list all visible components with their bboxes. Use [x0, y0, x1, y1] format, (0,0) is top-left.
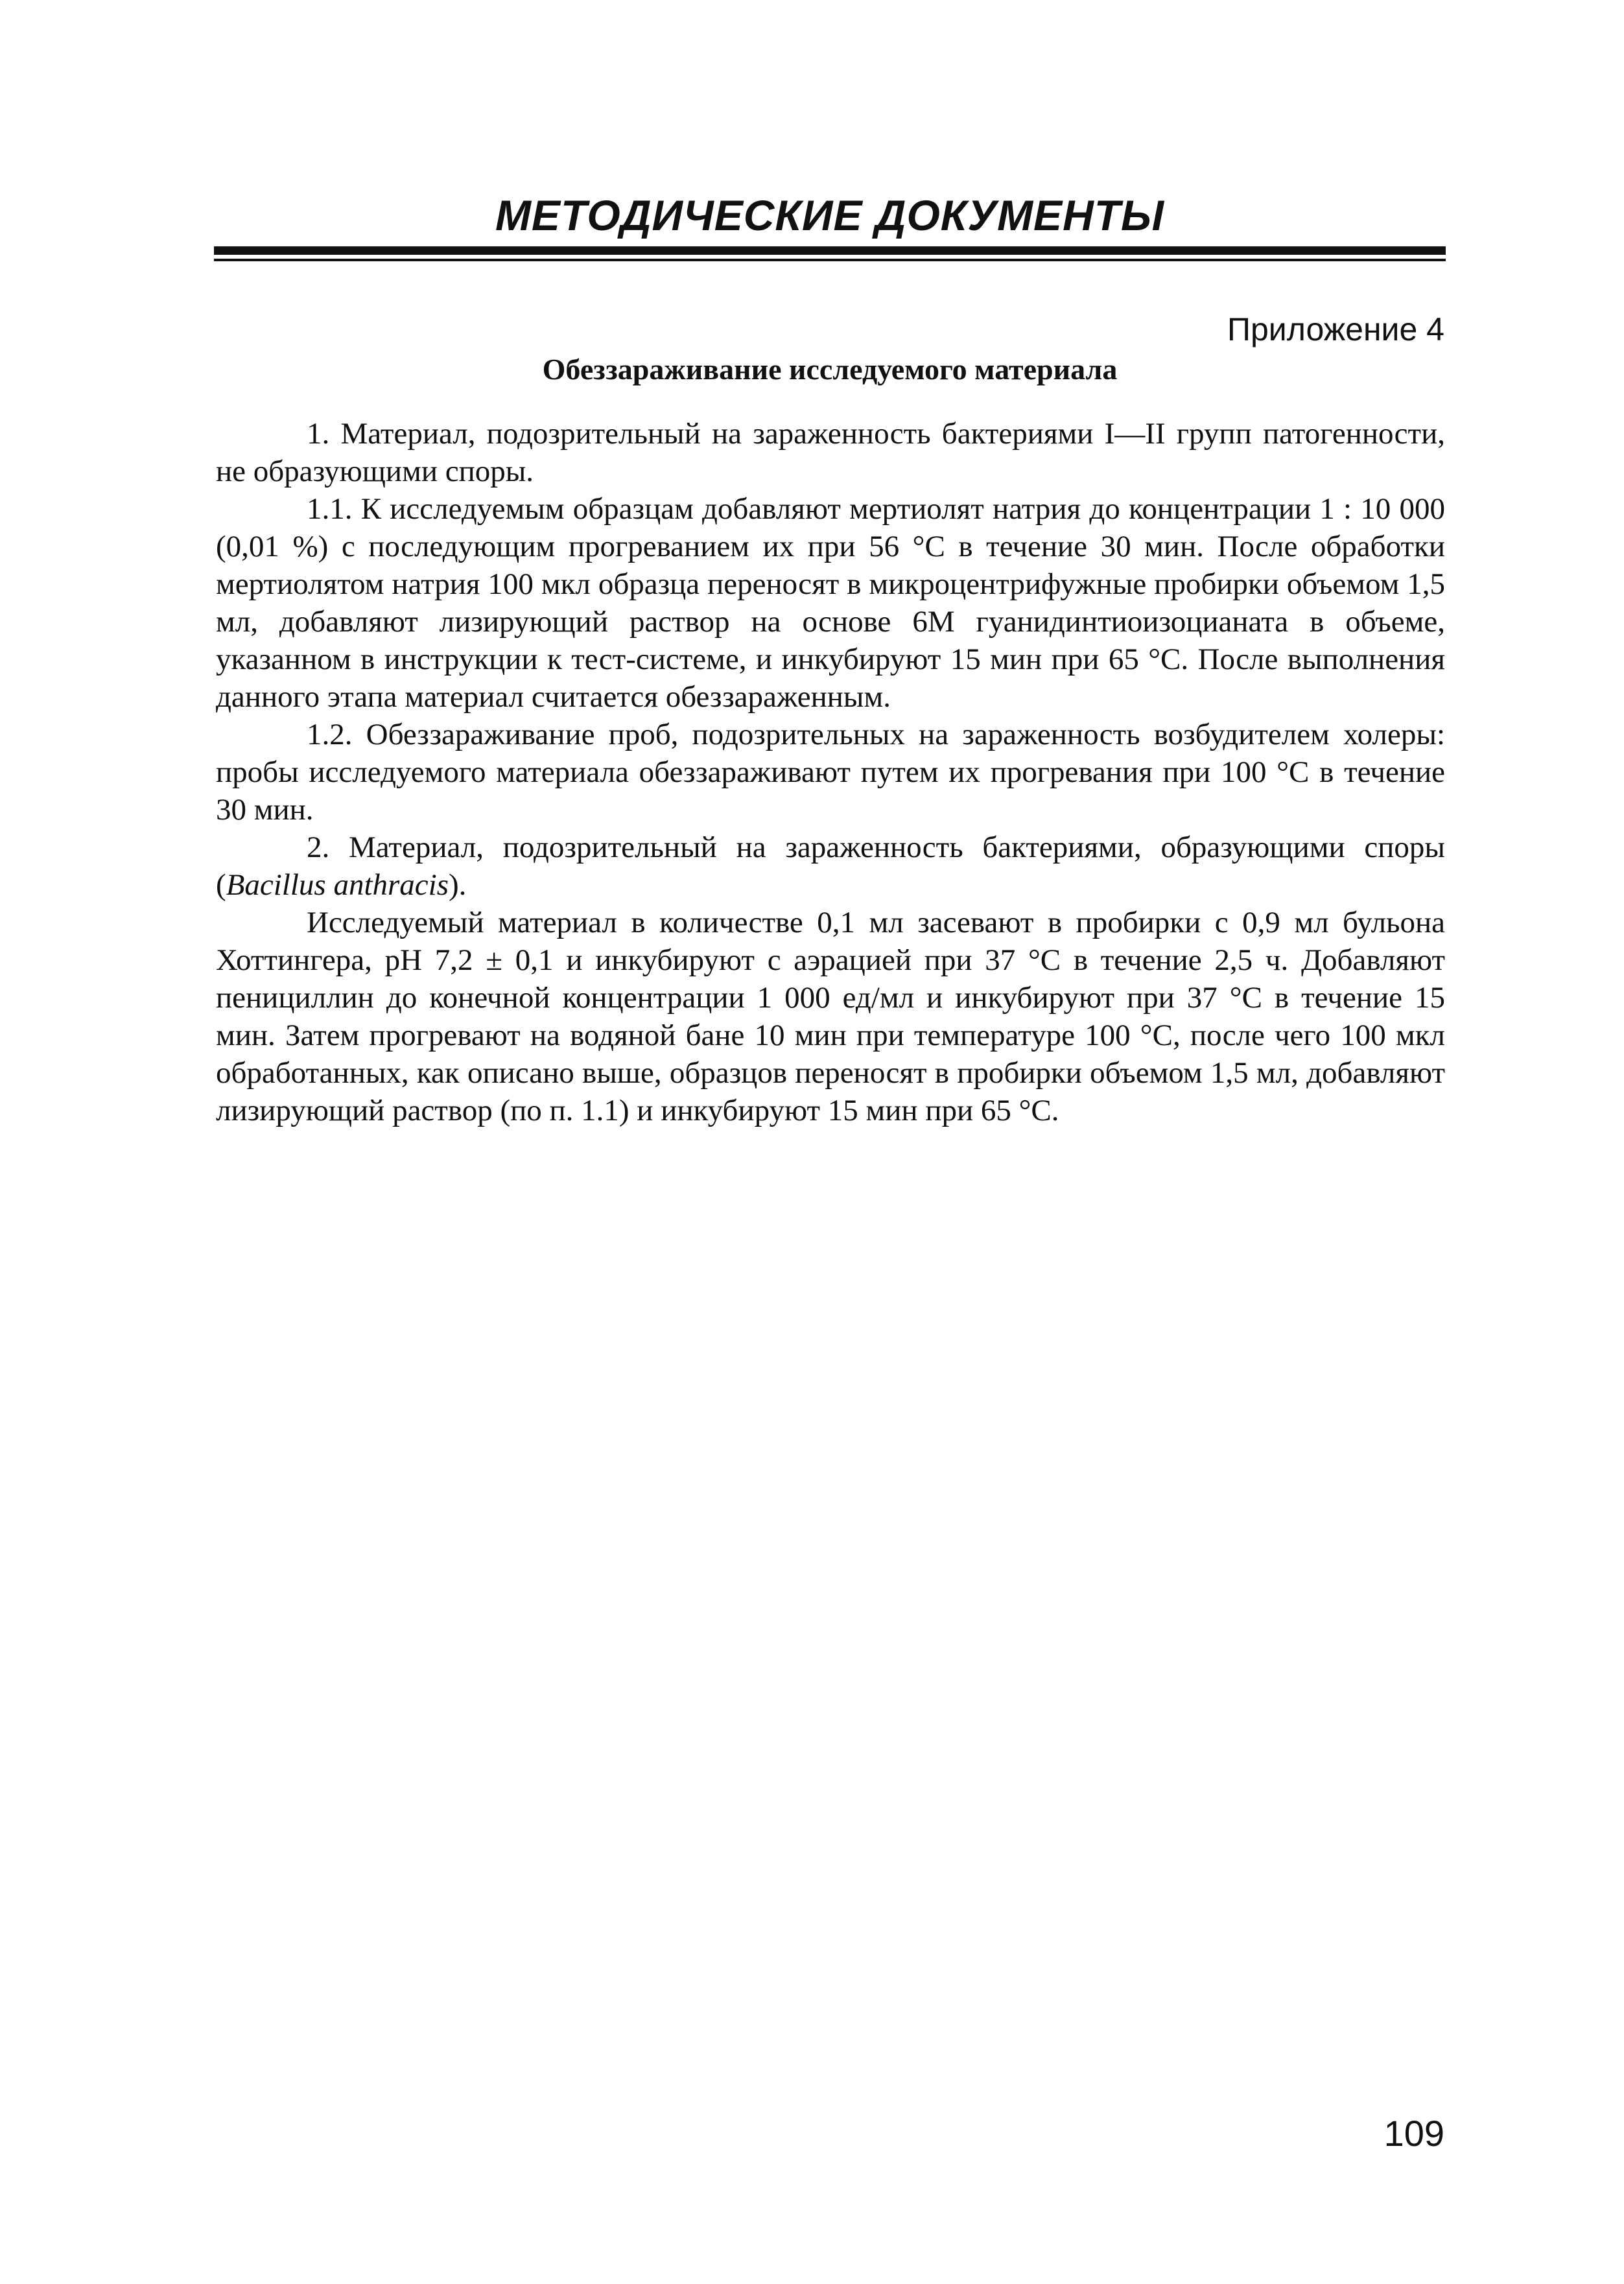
paragraph-2-open-paren: ( [216, 868, 226, 902]
species-name-italic: Bacillus anthracis [226, 868, 449, 902]
paragraph-2-procedure: Исследуемый материал в количестве 0,1 мл засевают в пробирки с 0,9 мл бульона Хоттингера, pH 7,2 ± 0,1 и инкубируют с аэрацией при 37 °С в течение 2,5 ч. Добавляют пенициллин до конечной концентрации 1 000 ед/мл и инкубируют при 37 °С в течение 15 мин. Затем прогревают на водяной бане 10 мин при температуре 100 °С, после чего 100 мкл обработанных, как описано выше, образцов переносят в пробирки объемом 1,5 мл, добавляют лизирующий раствор (по п. 1.1) и инкубируют 15 мин при 65 °С. [216, 906, 1445, 1127]
document-title: Обеззараживание исследуемого материала [542, 353, 1118, 386]
running-header-title: МЕТОДИЧЕСКИЕ ДОКУМЕНТЫ [495, 191, 1165, 239]
body-text [216, 415, 1445, 1129]
paragraph-1: 1. Материал, подозрительный на зараженность бактериями I—II групп патогенности, не образующими споры. [216, 417, 1445, 488]
paragraph-2-text: 2. Материал, подозрительный на зараженность бактериями, образующими споры [307, 830, 1445, 864]
header-rule-thick [214, 246, 1446, 255]
paragraph-2-close-paren: ). [449, 868, 467, 902]
header-rule-thin [214, 259, 1446, 261]
appendix-label: Приложение 4 [1227, 311, 1444, 347]
paragraph-1-1: 1.1. К исследуемым образцам добавляют мертиолят натрия до концентрации 1 : 10 000 (0,01 %) с последующим прогреванием их при 56 °С в течение 30 мин. После обработки мертиолятом натрия 100 мкл образца переносят в микроцентрифужные пробирки объемом 1,5 мл, добавляют лизирующий раствор на основе 6М гуанидинтиоизоцианата в объеме, указанном в инструкции к тест-системе, и инкубируют 15 мин при 65 °С. После выполнения данного этапа материал считается обеззараженным. [216, 492, 1445, 714]
paragraph-1-2: 1.2. Обеззараживание проб, подозрительных на зараженность возбудителем холеры: пробы исследуемого материала обеззараживают путем их прогревания при 100 °С в течение 30 мин. [216, 718, 1445, 827]
paragraph-2 [216, 829, 1445, 904]
page-number: 109 [1383, 2113, 1444, 2154]
